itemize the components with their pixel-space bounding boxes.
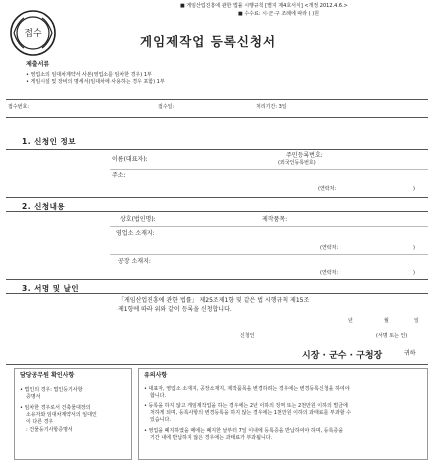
processing-period: 처리기간: 3일: [256, 104, 287, 110]
divider: [6, 149, 428, 150]
emblem-icon: [8, 8, 58, 58]
applicant-contact-label: (연락처:: [318, 186, 337, 192]
divider: [6, 211, 428, 212]
address-label: 주소:: [112, 172, 126, 179]
divider: [6, 197, 428, 198]
divider: [6, 364, 428, 365]
submit-doc-item-2: • 게임시설 및 장비의 명세서(임대차에 사용하는 경우 포함) 1부: [26, 79, 165, 85]
official-check-item-2-line-4: : 건물등기사항증명서: [26, 427, 73, 433]
note-2-line-1: • 등록을 하지 않고 게임제작업을 하는 경우에는 2년 이하의 징역 또는 2천만원 이하의 벌금에: [144, 403, 348, 409]
factory-contact-label: (연락처:: [320, 270, 339, 276]
name-label: 이름(대표자):: [112, 156, 148, 163]
date-day-label: 일: [414, 318, 419, 324]
divider: [6, 99, 428, 100]
fee-label: ■ 수수료: 시·군·구 조례에 따라 ( )원: [238, 11, 319, 17]
submit-doc-item-1: • 영업소의 임대차계약서 사본(영업소를 임차한 경우) 1부: [26, 72, 152, 78]
emblem-text: 접수: [24, 29, 42, 39]
divider: [6, 293, 428, 294]
row-divider: [110, 169, 428, 170]
office-location-label: 영업소 소재지:: [116, 230, 155, 237]
recipient-label: 시장 · 군수 · 구청장: [302, 351, 383, 361]
recipient-honorific: 귀하: [404, 350, 416, 357]
note-1-line-2: 합니다.: [150, 393, 167, 399]
factory-location-label: 공장 소재지:: [118, 258, 151, 265]
office-contact-close: ): [413, 245, 415, 251]
row-divider: [110, 254, 428, 255]
sign-label: (서명 또는 인): [376, 333, 408, 339]
note-2-line-2: 처하게 되며, 등록사항의 변경등록을 하지 않는 경우에는 1천만원 이하의 과태료를 부과할 수: [150, 410, 351, 416]
office-contact-label: (연락처:: [320, 245, 339, 251]
statement-line-2: 제1항에 따라 위와 같이 등록을 신청합니다.: [118, 306, 232, 313]
notes-heading: 유의사항: [144, 372, 168, 379]
foreigner-number-label: (외국인등록번호): [278, 160, 316, 166]
statement-line-1: 「게임산업진흥에 관한 법률」 제25조제1항 및 같은 법 시행규칙 제15조: [118, 297, 310, 304]
receipt-number-label: 접수번호:: [8, 104, 30, 110]
date-year-label: 년: [348, 318, 353, 324]
official-check-item-1-line-2: 증명서: [26, 394, 41, 400]
section-applicant-info-heading: 1. 신청인 정보: [22, 137, 77, 146]
divider: [6, 279, 428, 280]
note-3-line-1: • 영업을 폐지하였을 때에는 폐지한 날부터 7일 이내에 등록증을 반납하여야 하며, 등록증을: [144, 428, 344, 434]
section-signature-heading: 3. 서명 및 날인: [22, 284, 80, 293]
official-check-item-2-line-3: 이 다른 경우: [26, 419, 54, 425]
submit-docs-heading: 제출서류: [26, 61, 50, 68]
law-reference: ■ 게임산업진흥에 관한 법률 시행규칙 [별지 제4호서식] <개정 2012.4.6.>: [180, 3, 348, 9]
row-divider: [110, 226, 428, 227]
receipt-date-label: 접수일:: [158, 104, 175, 110]
note-1-line-1: • 대표자, 영업소 소재지, 공장소재지, 제작품목을 변경하려는 경우에는 변경등록신청을 하여야: [144, 386, 350, 392]
official-check-item-1-line-1: • 법인의 경우: 법인등기사항: [20, 387, 83, 393]
note-2-line-3: 있습니다.: [150, 417, 171, 423]
product-label: 제작품목:: [262, 216, 288, 223]
date-month-label: 월: [384, 318, 389, 324]
resident-number-label: 주민등록번호:: [286, 152, 323, 159]
divider: [6, 117, 428, 118]
applicant-contact-close: ): [413, 186, 415, 192]
factory-contact-close: ): [413, 270, 415, 276]
applicant-label: 신청인: [240, 333, 255, 339]
trade-name-label: 상호(법인명):: [120, 216, 156, 223]
page-title: 게임제작업 등록신청서: [140, 34, 277, 49]
official-check-item-2-line-2: 소유자와 임대차계약서의 임대인: [26, 412, 97, 418]
official-check-item-2-line-1: • 임차한 경우로서 건축물대장의: [20, 405, 91, 411]
official-check-heading: 담당공무원 확인사항: [20, 372, 75, 379]
note-3-line-2: 기간 내에 반납하지 않은 경우에는 과태료가 부과됩니다.: [150, 435, 273, 441]
section-application-content-heading: 2. 신청내용: [22, 202, 66, 211]
